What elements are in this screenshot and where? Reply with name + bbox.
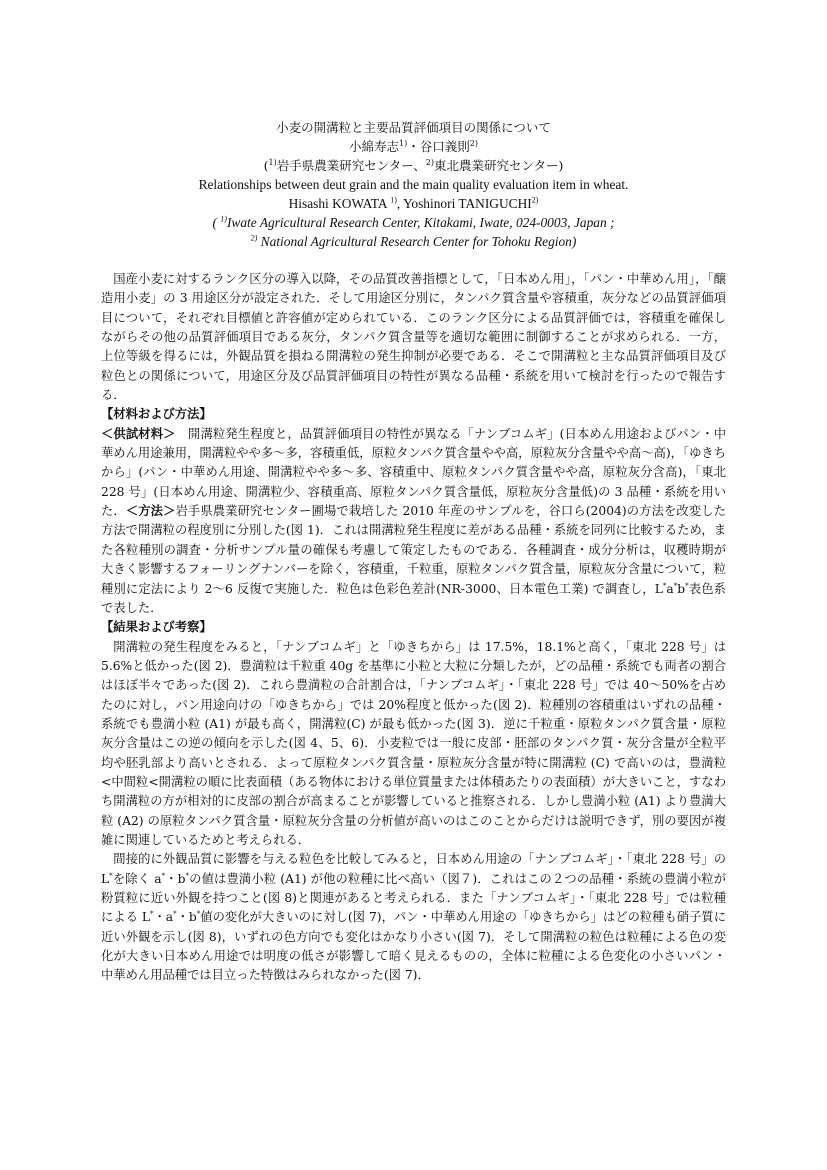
results-p2-g: 値の変化が大きいのに対し(図 7)，パン・中華めん用途の「ゆきちから」はどの粒種も硝子質に近い外観を示し(図 8)，いずれの色方向でも変化はかなり小さい(図 7)．そして開溝粒の粒色は粒種による色の変化が大きい日本めん用途では明度の低さが影響して暗く見えるものの，全体に粒種による色変化の小さいパン・中華めん用品種では目立った特徴はみられなかった(図 7)． [101, 910, 726, 983]
authors-en [100, 194, 727, 213]
author-2-ja: 谷口義則 [419, 139, 470, 154]
affiliation-ja [100, 156, 727, 175]
materials-text: 開溝粒発生程度と，品質評価項目の特性が異なる「ナンブコムギ」(日本めん用途およびパン・中華めん用途兼用，開溝粒やや多〜多，容積重低，原粒タンパク質含量やや高，原粒灰分含量やや高〜高)，「ゆきちから」(パン・中華めん用途、開溝粒やや多〜多、容積重中、原粒タンパク質含量やや高，原粒灰分含高)，「東北 228 号」(日本めん用途、開溝粒少、容積重高、原粒タンパク質含量低，原粒灰分含量低)の 3 品種・系統を用いた． [101, 426, 726, 519]
method-text-b: a [666, 581, 674, 596]
results-p2-sup-2: * [161, 871, 166, 880]
method-subheading: ＜方法＞ [125, 504, 176, 519]
author-1-en: Hisashi KOWATA [288, 196, 391, 211]
lab-sup-a: * [662, 581, 667, 590]
author-sep-en: , Yoshinori TANIGUCHI [396, 196, 532, 211]
results-p2-sup-4: * [149, 910, 154, 919]
affil-ja-org-2: 東北農業研究センター) [433, 158, 564, 173]
results-p2-b: を除く a [112, 871, 162, 886]
affil-ja-sup-2: 2) [425, 157, 434, 167]
results-p2-sup-5: * [173, 910, 177, 919]
author-2-en-sup: 2) [531, 195, 539, 205]
author-1-ja-sup: 1) [399, 138, 408, 148]
author-2-ja-sup: 2) [469, 138, 478, 148]
results-heading: 【結果および考察】 [101, 620, 212, 635]
paper-header [100, 118, 727, 251]
paper-body [101, 270, 726, 986]
affil-en-sup-2: 2) [250, 233, 258, 243]
authors-ja [100, 137, 727, 156]
method-text-a: 岩手県農業研究センター圃場で栽培した 2010 年産のサンプルを，谷口ら(2004)の方法を改変した方法で開溝粒の程度別に分別した(図 1)．これは開溝粒発生程度に差がある品種・系統を同列に比較するため，また各粒種別の調査・分析サンプル量の確保も考慮して策定したものである．各種調査・成分分析は，収穫時期が大きく影響するフォーリングナンバーを除く，容積重，千粒重，原粒タンパク質含量，原粒灰分含量について，粒種別に定法により 2〜6 反復で実施した．粒色は色彩色差計(NR-3000、日本電色工業) で調査し，L [101, 504, 726, 596]
method-text-d: 表色系で表した． [101, 581, 726, 615]
affil-en-open: ( [212, 215, 221, 230]
results-p2-a: 間接的に外観品質に影響を与える粒色を比較してみると，日本めん用途の「ナンブコムギ」・「東北 228 号」の L [101, 852, 726, 886]
methods-paragraph [101, 425, 726, 618]
results-p2-sup-6: * [196, 910, 201, 919]
results-paragraph-2 [101, 850, 726, 985]
method-text-c: b [677, 581, 686, 596]
affil-ja-sup-1: 1) [268, 157, 277, 167]
affil-en-text-1: Iwate Agricultural Research Center, Kitakami, Iwate, 024-0003, Japan ; [226, 215, 615, 230]
results-p2-e: ・a [153, 910, 174, 925]
affil-ja-org-1: 岩手県農業研究センター、 [276, 158, 426, 173]
title-en: Relationships between deut grain and the main quality evaluation item in wheat. [198, 177, 629, 192]
results-p2-sup-1: * [109, 871, 113, 880]
author-1-ja: 小綿寿志 [349, 139, 400, 154]
affiliation-en-2 [100, 232, 727, 251]
methods-heading: 【材料および方法】 [101, 407, 212, 422]
title-ja: 小麦の開溝粒と主要品質評価項目の関係について [276, 120, 551, 135]
results-p2-c: ・b [165, 871, 186, 886]
affiliation-en-1 [100, 213, 727, 232]
results-paragraph-1: 開溝粒の発生程度をみると，「ナンブコムギ」と「ゆきちから」は 17.5%，18.1%と高く，「東北 228 号」は 5.6%と低かった(図 2)．豊満粒は千粒重 40g を基準に小粒と大粒に分類したが，どの品種・系統でも両者の割合はほぼ半々であった(図 2)．これら豊満粒の合計割合は，「ナンブコムギ」・「東北 228 号」では 40〜50%を占めたのに対し，パン用途向けの「ゆきちから」では 20%程度と低かった(図 2)．粒種別の容積重はいずれの品種・系統でも豊満小粒 (A1) が最も高く，開溝粒(C) が最も低かった(図 3)．逆に千粒重・原粒タンパク質含量・原粒灰分含量はこの逆の傾向を示した(図 4、5、6)．小麦粒では一般に皮部・胚部のタンパク質・灰分含量が全粒平均や胚乳部より高いとされる．よって原粒タンパク質含量・原粒灰分含量が特に開溝粒 (C) で高いのは，豊満粒<中間粒<開溝粒の順に比表面積（ある物体における単位質量または体積あたりの表面積）が大きいこと，すなわち開溝粒の方が相対的に皮部の割合が高まることが影響していると推察される．しかし豊満小粒 (A1) より豊満大粒 (A2) の原粒タンパク質含量・原粒灰分含量の分析値が高いのはこのことからだけは説明できず，別の要因が複雑に関連しているためと考えられる． [101, 639, 726, 847]
affil-en-text-2: National Agricultural Research Center for Tohoku Region) [257, 234, 577, 249]
intro-paragraph: 国産小麦に対するランク区分の導入以降，その品質改善指標として，「日本めん用」，「パン・中華めん用」，「醸造用小麦」の 3 用途区分が設定された．そして用途区分別に，タンパク質含量や容積重，灰分などの品質評価項目について，それぞれ目標値と許容値が定められている．このランク区分による品質評価では，容積重を確保しながらその他の品質評価項目である灰分，タンパク質含量等を適切な範囲に制御することが求められる．一方，上位等級を得るには，外観品質を損ねる開溝粒の発生抑制が必要である．そこで開溝粒と主な品質評価項目及び粒色との関係について，用途区分及び品質評価項目の特性が異なる品種・系統を用いて検討を行ったので報告する． [101, 272, 726, 403]
author-sep-ja: ・ [407, 139, 420, 154]
affil-ja-open: ( [263, 158, 269, 173]
lab-sup-b: * [673, 581, 678, 590]
results-p2-f: ・b [176, 910, 197, 925]
results-p2-sup-3: * [185, 871, 189, 880]
results-p2-d: の値は豊満小粒 (A1) が他の粒種に比べ高い（図７)．これはこの２つの品種・系統の豊満小粒が粉質粒に近い外観を持つこと(図 8)と関連があると考えられる．また「ナンブコムギ」・「東北 228 号」では粒種による L [101, 871, 726, 925]
affil-en-sup-1: 1) [220, 214, 227, 224]
materials-subheading: ＜供試材料＞ [101, 426, 176, 441]
lab-sup-c: * [685, 581, 689, 590]
author-1-en-sup: 1) [390, 195, 397, 205]
